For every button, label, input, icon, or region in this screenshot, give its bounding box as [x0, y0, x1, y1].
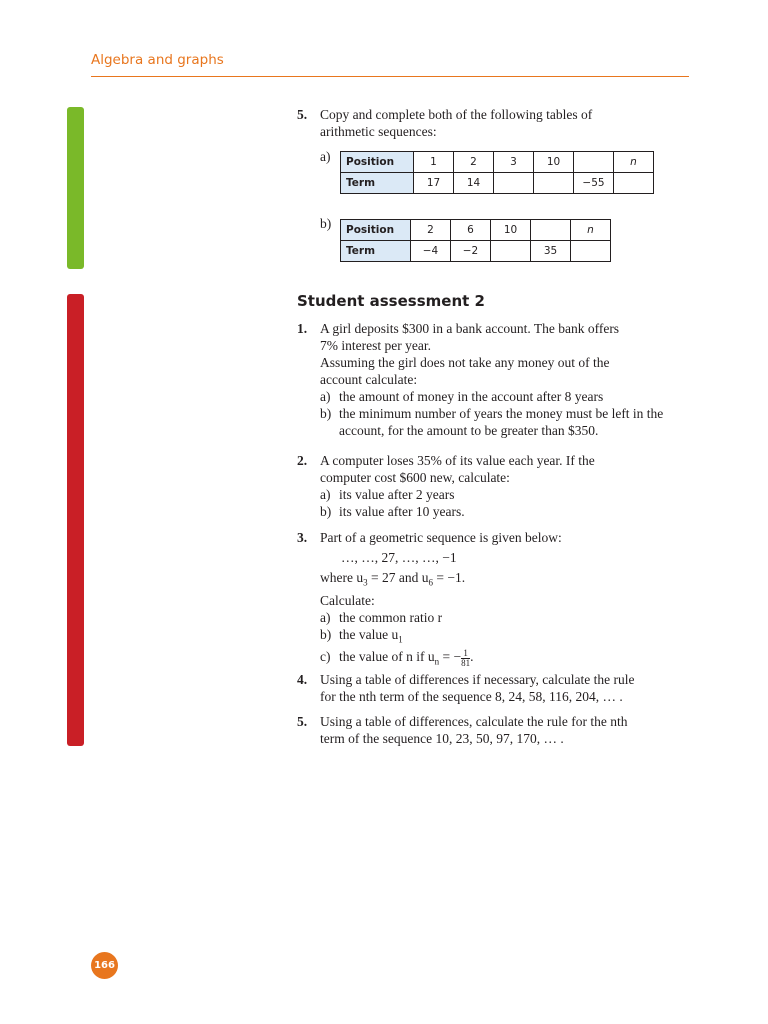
question-number: 2. [297, 453, 308, 468]
table-cell: 6 [451, 220, 491, 241]
fraction-numerator: 1 [463, 647, 468, 658]
part-label: c) [320, 649, 331, 665]
table-cell: 14 [454, 173, 494, 194]
question-number: 1. [297, 321, 308, 336]
green-margin-bar [67, 107, 84, 269]
part-label: a) [320, 389, 331, 404]
section-heading: Student assessment 2 [297, 292, 485, 310]
table-cell: 1 [414, 152, 454, 173]
table-a-label: a) [320, 149, 331, 164]
where-text: = 27 and u [367, 570, 429, 585]
table-cell [571, 241, 611, 262]
subscript: n [434, 657, 440, 668]
subscript: 1 [398, 634, 403, 645]
table-cell: Position [341, 152, 414, 173]
table-cell: 10 [491, 220, 531, 241]
assessment-question-3 [297, 529, 697, 671]
table-cell: Position [341, 220, 411, 241]
part-text: the value u [339, 626, 399, 642]
part-label: b) [320, 504, 332, 519]
table-row [341, 241, 611, 262]
sequence-table-b [340, 219, 611, 262]
table-cell [534, 173, 574, 194]
question-number: 5. [297, 714, 308, 729]
page-number-badge: 166 [91, 952, 118, 979]
assessment-question-5 [297, 713, 697, 747]
part-text: . [470, 649, 474, 665]
question-line: Using a table of differences, calculate the rule for the nth [320, 714, 628, 729]
question-line: term of the sequence 10, 23, 50, 97, 170, … . [320, 731, 564, 746]
question-part-c [320, 648, 697, 671]
fraction-denominator: 81 [461, 657, 471, 668]
part-text: = − [439, 649, 462, 665]
table-cell: n [571, 220, 611, 241]
question-part-a [320, 388, 697, 405]
question-part-a [320, 609, 697, 626]
assessment-question-4 [297, 671, 697, 705]
part-label: b) [320, 406, 332, 421]
table-row [341, 152, 654, 173]
question-number: 5. [297, 107, 308, 122]
part-text: its value after 2 years [339, 487, 455, 502]
table-b-label: b) [320, 216, 332, 231]
question-line [320, 569, 697, 592]
part-text: the value of n if u [339, 649, 435, 665]
table-cell: n [614, 152, 654, 173]
table-cell [494, 173, 534, 194]
question-line: A computer loses 35% of its value each year. If the [320, 453, 595, 468]
question-text: Copy and complete both of the following tables of arithmetic sequences: [320, 107, 593, 139]
table-row [341, 220, 611, 241]
table-cell: 3 [494, 152, 534, 173]
question-number: 3. [297, 530, 308, 545]
question-line: A girl deposits $300 in a bank account. The bank offers [320, 321, 620, 336]
table-cell [531, 220, 571, 241]
sequence-table-a [340, 151, 654, 194]
table-cell [574, 152, 614, 173]
part-text: the minimum number of years the money must be left in the account, for the amount to be greater than $350. [339, 406, 664, 438]
question-line: Using a table of differences if necessary, calculate the rule [320, 672, 635, 687]
subscript: 6 [428, 577, 433, 588]
part-label: a) [320, 609, 331, 625]
question-line: account calculate: [320, 372, 418, 387]
table-cell: −2 [451, 241, 491, 262]
part-text: its value after 10 years. [339, 504, 465, 519]
part-label: a) [320, 487, 331, 502]
question-part-b [320, 626, 697, 649]
question-line: computer cost $600 new, calculate: [320, 470, 510, 485]
sequence-line: …, …, 27, …, …, −1 [341, 550, 457, 565]
where-text: where u [320, 570, 364, 585]
table-cell: 10 [534, 152, 574, 173]
question-part-a [320, 486, 697, 503]
exercise-question-5 [297, 106, 697, 140]
question-line: Part of a geometric sequence is given below: [320, 530, 562, 545]
table-cell [614, 173, 654, 194]
table-cell: −55 [574, 173, 614, 194]
question-line: Calculate: [320, 592, 375, 608]
part-text: the common ratio r [339, 609, 443, 625]
table-cell [491, 241, 531, 262]
table-cell: Term [341, 241, 411, 262]
part-text: the amount of money in the account after 8 years [339, 389, 604, 404]
table-cell: 35 [531, 241, 571, 262]
red-margin-bar [67, 294, 84, 746]
table-cell: 17 [414, 173, 454, 194]
assessment-question-1 [297, 320, 697, 439]
subscript: 3 [363, 577, 368, 588]
question-number: 4. [297, 672, 308, 687]
table-cell: 2 [411, 220, 451, 241]
question-line: for the nth term of the sequence 8, 24, 58, 116, 204, … . [320, 689, 623, 704]
part-label: b) [320, 626, 332, 642]
table-cell: Term [341, 173, 414, 194]
running-header: Algebra and graphs [91, 52, 224, 68]
fraction [461, 649, 470, 668]
question-part-b [320, 503, 697, 520]
table-cell: −4 [411, 241, 451, 262]
question-line: Assuming the girl does not take any money out of the [320, 355, 610, 370]
assessment-question-2 [297, 452, 697, 520]
where-text: = −1. [432, 570, 466, 585]
question-part-b [320, 405, 697, 439]
question-line: 7% interest per year. [320, 338, 431, 353]
table-cell: 2 [454, 152, 494, 173]
header-rule [91, 76, 689, 77]
table-row [341, 173, 654, 194]
